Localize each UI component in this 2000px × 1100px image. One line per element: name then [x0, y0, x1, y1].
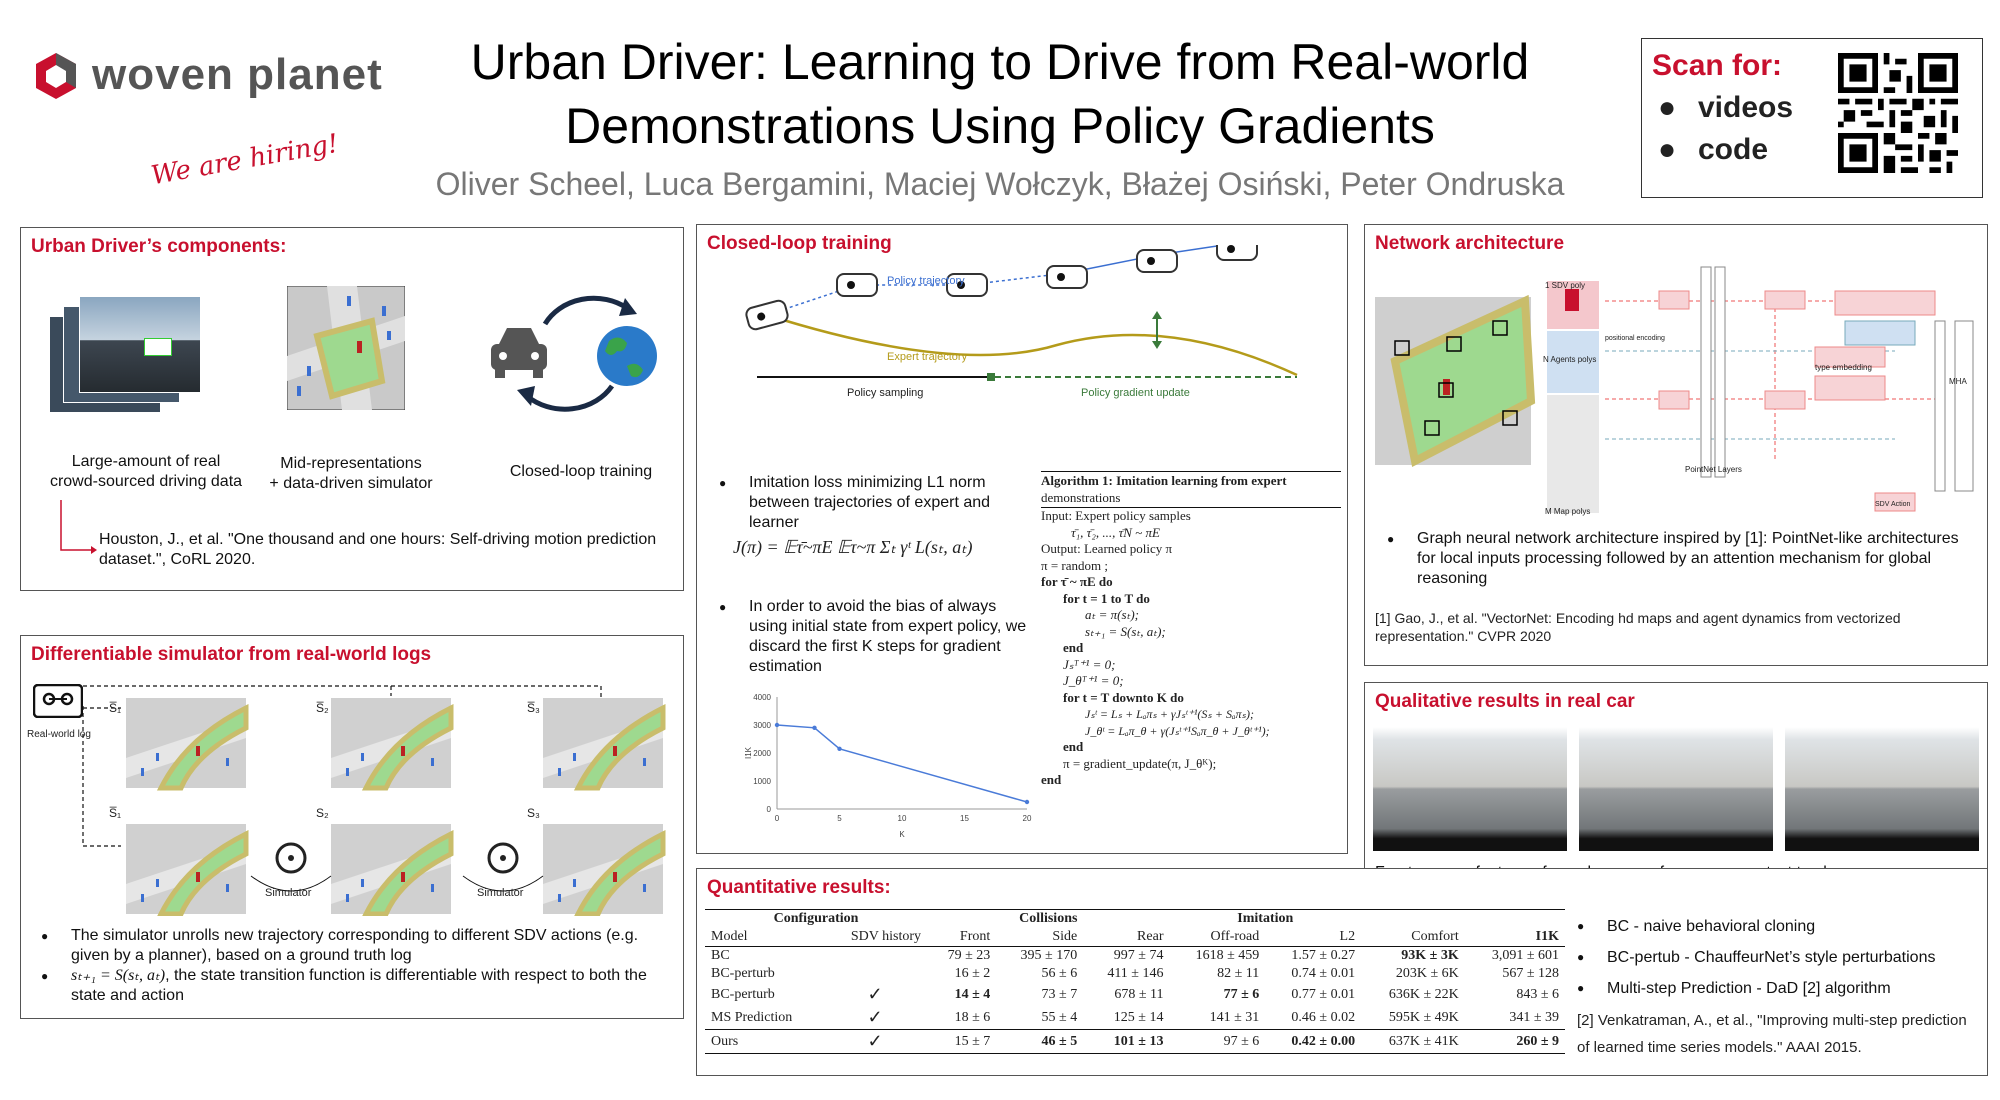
table-cell: 636K ± 22K [1388, 986, 1459, 1002]
table-cell: 1.57 ± 0.27 [1291, 948, 1356, 963]
table-cell: 0.74 ± 0.01 [1291, 966, 1356, 981]
table-cell: 260 ± 9 [1516, 1033, 1559, 1049]
algorithm-line: for τ̄ ~ πE do [1041, 574, 1113, 589]
table-cell: 14 ± 4 [954, 986, 991, 1002]
table-cell: 203K ± 6K [1395, 966, 1459, 981]
car-camera-frame [1579, 727, 1773, 851]
table-row [705, 1030, 1565, 1054]
gradient-update-label: Policy gradient update [1081, 387, 1190, 399]
net-label: positional encoding [1605, 335, 1665, 342]
caption-line: Large-amount of real [71, 453, 221, 470]
trajectory-diagram [737, 245, 1317, 405]
car-camera-frame [1373, 727, 1567, 851]
state-label: S̅₁ [109, 701, 122, 715]
x-tick-label: 20 [1022, 814, 1032, 823]
note-item: ● BC - naive behavioral cloning [1577, 911, 1977, 942]
x-tick-label: 0 [774, 814, 780, 823]
algorithm-line: J_θᵀ⁺¹ = 0; [1063, 673, 1124, 688]
net-label: N Agents polys [1543, 355, 1597, 364]
note-item: ● Multi-step Prediction - DaD [2] algorithm [1577, 973, 1977, 1004]
scan-item-code: code [1698, 133, 1769, 166]
scan-title: Scan for: [1652, 49, 1783, 82]
table-cell: 0.77 ± 0.01 [1291, 986, 1356, 1002]
simulator-panel [20, 635, 684, 1019]
table-cell: 595K ± 49K [1388, 1009, 1459, 1025]
data-point [1025, 800, 1029, 804]
caption-line: crowd-sourced driving data [49, 473, 243, 490]
network-diagram [1375, 261, 1979, 521]
quantitative-reference: [2] Venkatraman, A., et al., "Improving multi-step prediction of learned time series models." AAAI 2015. [1577, 1012, 1967, 1056]
caption-line: + data-driven simulator [269, 475, 433, 492]
simulator-bullets [41, 926, 671, 1006]
quantitative-panel [696, 868, 1988, 1076]
algorithm-line: τ̄₁, τ̄₂, ..., τ̄N ~ πE [1071, 524, 1160, 540]
caption-line: Mid-representations [280, 455, 422, 472]
table-cell: BC [711, 948, 730, 963]
algorithm-line: Algorithm 1: Imitation learning from expert [1041, 473, 1287, 488]
column-header: SDV history [850, 929, 922, 944]
table-cell: ✓ [867, 984, 883, 1004]
imitation-loss-text: ● Imitation loss minimizing L1 norm between trajectories of expert and learner [719, 473, 1019, 533]
model-notes [1577, 911, 1977, 1004]
network-bullet-text: ● Graph neural network architecture inspired by [1]: PointNet-like architectures for local inputs processing followed by an attention mechanism for global reasoning [1387, 529, 1967, 589]
title-line-1: Urban Driver: Learning to Drive from Real-world [470, 34, 1530, 90]
scan-item-videos: videos [1698, 91, 1794, 124]
column-header: Off-road [1210, 929, 1260, 944]
table-cell [823, 965, 927, 983]
column-header: Rear [1137, 929, 1164, 944]
table-cell: ✓ [867, 1031, 883, 1051]
closed-loop-title: Closed-loop training [707, 233, 892, 254]
simulator-label: Simulator [477, 887, 524, 899]
components-reference: Houston, J., et al. "One thousand and one hours: Self-driving motion prediction dataset.", CoRL 2020. [99, 531, 657, 568]
data-point [837, 747, 841, 751]
table-cell: 678 ± 11 [1114, 986, 1164, 1002]
column-header: Comfort [1411, 929, 1459, 944]
algorithm-line: for t = T downto K do [1063, 689, 1184, 705]
table-cell: 46 ± 5 [1041, 1033, 1078, 1049]
table-cell: 3,091 ± 601 [1491, 948, 1559, 963]
table-row [705, 1006, 1565, 1030]
caption-closed-loop: Closed-loop training [509, 463, 653, 480]
network-title: Network architecture [1375, 233, 1565, 254]
logo-text: woven planet [92, 50, 383, 99]
closed-loop-icon [487, 286, 665, 416]
algorithm-line: aₜ = π(sₜ); [1085, 607, 1139, 622]
table-cell [823, 947, 927, 966]
group-header: Imitation [1237, 911, 1294, 926]
table-cell: ✓ [867, 1007, 883, 1027]
table-cell: 97 ± 6 [1223, 1033, 1260, 1049]
y-tick-label: 3000 [753, 721, 771, 730]
algorithm-line: Jₛᵀ⁺¹ = 0; [1063, 656, 1116, 672]
algorithm-line: J_θᵗ = Lₐπ_θ + γ(Jₛᵗ⁺¹Sₐπ_θ + J_θᵗ⁺¹); [1085, 723, 1270, 738]
qualitative-panel [1364, 682, 1988, 898]
algorithm-line: π = random ; [1041, 557, 1108, 573]
table-cell: MS Prediction [711, 1009, 793, 1025]
state-label: S̅₃ [527, 701, 540, 715]
network-reference: [1] Gao, J., et al. "VectorNet: Encoding hd maps and agent dynamics from vectorized representation." CVPR 2020 [1375, 610, 1901, 644]
policy-trajectory-label: Policy trajectory [887, 275, 965, 287]
column-header: L2 [1339, 929, 1356, 944]
y-tick-label: 0 [766, 805, 771, 814]
net-label: M Map polys [1545, 507, 1591, 516]
algorithm-box [1041, 471, 1341, 789]
k-sweep-chart [737, 689, 1037, 841]
note-item: ● BC-pertub - ChauffeurNet’s style perturbations [1577, 942, 1977, 973]
table-cell: 79 ± 23 [947, 948, 991, 963]
algorithm-line: π = gradient_update(π, J_θᴷ); [1063, 755, 1217, 771]
components-panel [20, 227, 684, 591]
table-cell: 56 ± 6 [1041, 966, 1078, 981]
network-panel [1364, 224, 1988, 666]
authors: Oliver Scheel, Luca Bergamini, Maciej Wołczyk, Błażej Osiński, Peter Ondruska [435, 166, 1565, 202]
data-point [812, 726, 816, 730]
table-row [705, 983, 1565, 1006]
closed-loop-bullet-1 [719, 473, 1019, 533]
table-cell: 395 ± 170 [1020, 948, 1078, 963]
algorithm-line: for t = 1 to T do [1063, 590, 1150, 606]
title-line-2: Demonstrations Using Policy Gradients [565, 98, 1435, 154]
table-cell: 141 ± 31 [1209, 1009, 1260, 1025]
net-label: SDV Action [1875, 501, 1911, 508]
qualitative-title: Qualitative results in real car [1375, 691, 1635, 712]
table-cell: Ours [711, 1033, 739, 1049]
data-point [775, 723, 779, 727]
table-cell: 18 ± 6 [954, 1009, 991, 1025]
driving-data-image [49, 296, 199, 421]
car-camera-frame [1785, 727, 1979, 851]
scan-box [1641, 38, 1983, 198]
group-header: Collisions [1019, 911, 1078, 926]
y-axis-label: I1K [744, 746, 753, 760]
closed-loop-panel [696, 224, 1348, 854]
net-label: type embedding [1815, 363, 1872, 372]
table-cell: 411 ± 146 [1107, 966, 1164, 981]
net-label: MHA [1949, 377, 1967, 386]
woven-planet-logo-icon [30, 50, 82, 102]
caption-mid-representation [261, 454, 441, 494]
table-cell: 637K ± 41K [1388, 1033, 1459, 1049]
expert-trajectory-label: Expert trajectory [887, 351, 968, 363]
table-cell: BC-perturb [711, 986, 775, 1002]
algorithm-line: Jₛᵗ = Lₛ + Lₐπₛ + γJₛᵗ⁺¹(Sₛ + Sₐπₛ); [1085, 707, 1254, 721]
table-cell: 1618 ± 459 [1195, 948, 1260, 963]
x-tick-label: 5 [837, 814, 842, 823]
column-header: I1K [1535, 929, 1559, 944]
policy-sampling-label: Policy sampling [847, 387, 924, 399]
table-cell: 77 ± 6 [1223, 986, 1260, 1002]
table-row [705, 965, 1565, 983]
algorithm-line: end [1041, 772, 1062, 787]
y-tick-label: 4000 [753, 693, 771, 702]
state-label: S₃ [527, 806, 540, 820]
caption-driving-data [21, 452, 271, 492]
simulator-bullet-1: ● The simulator unrolls new trajectory corresponding to different SDV actions (e.g. given by a planner), based on a ground truth log [41, 926, 671, 966]
results-table [705, 909, 1565, 1054]
simulator-label: Simulator [265, 887, 312, 899]
algorithm-line: demonstrations [1041, 489, 1121, 505]
x-tick-label: 15 [960, 814, 969, 823]
x-tick-label: 10 [897, 814, 907, 823]
table-cell: 125 ± 14 [1113, 1009, 1164, 1025]
y-tick-label: 2000 [753, 749, 771, 758]
algorithm-line: sₜ₊₁ = S(sₜ, aₜ); [1085, 623, 1166, 639]
simulator-title: Differentiable simulator from real-world logs [31, 644, 432, 665]
table-cell: 55 ± 4 [1041, 1009, 1078, 1025]
bias-text: ● In order to avoid the bias of always using initial state from expert policy, we discard the first K steps for gradient estimation [719, 597, 1029, 677]
series-line [777, 725, 1027, 802]
simulator-bullet-2-text: , the state transition function is differentiable with respect to both the state and action [71, 967, 647, 1004]
mid-representation-image [287, 286, 405, 410]
scan-item: ● videos [1658, 91, 1794, 124]
quantitative-title: Quantitative results: [707, 877, 891, 898]
table-cell: BC-perturb [711, 966, 775, 981]
qr-code-icon[interactable] [1838, 53, 1958, 173]
column-header: Front [959, 929, 991, 944]
closed-loop-bullet-2 [719, 597, 1029, 677]
column-header: Side [1052, 929, 1078, 944]
hiring-note: We are hiring! [148, 128, 341, 192]
algorithm-line: Output: Learned policy π [1041, 541, 1173, 556]
table-cell: 101 ± 13 [1113, 1033, 1164, 1049]
loss-formula: J(π) = 𝔼τ̄~πE 𝔼τ~π Σₜ γᵗ L(sₜ, aₜ) [733, 537, 973, 557]
reference-arrow-icon [57, 500, 97, 560]
algorithm-line: end [1063, 640, 1084, 655]
network-bullet [1387, 529, 1967, 589]
net-label: PointNet Layers [1685, 465, 1742, 474]
table-cell: 0.46 ± 0.02 [1291, 1009, 1356, 1025]
column-header: Model [711, 929, 748, 944]
table-row [705, 947, 1565, 966]
table-cell: 567 ± 128 [1502, 966, 1559, 981]
simulator-bullet-2 [41, 966, 671, 1006]
table-cell: 82 ± 11 [1217, 966, 1260, 981]
state-label: S̅₁ [109, 806, 122, 820]
state-label: S₂ [316, 806, 329, 820]
scan-item: ● code [1658, 133, 1769, 166]
components-title: Urban Driver’s components: [31, 236, 287, 257]
table-cell: 0.42 ± 0.00 [1291, 1033, 1356, 1049]
log-label: Real-world log [27, 729, 91, 740]
table-cell: 15 ± 7 [954, 1033, 991, 1049]
state-label: S̅₂ [316, 701, 329, 715]
net-label: 1 SDV poly [1545, 281, 1586, 290]
table-cell: 843 ± 6 [1516, 986, 1559, 1002]
y-tick-label: 1000 [753, 777, 771, 786]
poster-title [420, 30, 1580, 158]
x-axis-label: K [899, 830, 905, 839]
table-cell: 16 ± 2 [954, 966, 991, 981]
algorithm-line: end [1063, 739, 1084, 754]
group-header: Configuration [773, 911, 859, 926]
transition-formula: sₜ₊₁ = S(sₜ, aₜ) [71, 967, 166, 984]
table-cell: 341 ± 39 [1509, 1009, 1559, 1025]
algorithm-header [1041, 471, 1341, 508]
table-cell: 73 ± 7 [1041, 986, 1078, 1002]
algorithm-line: Input: Expert policy samples [1041, 508, 1191, 523]
logo [30, 50, 430, 100]
table-cell: 93K ± 3K [1401, 948, 1459, 963]
table-cell: 997 ± 74 [1113, 948, 1164, 963]
